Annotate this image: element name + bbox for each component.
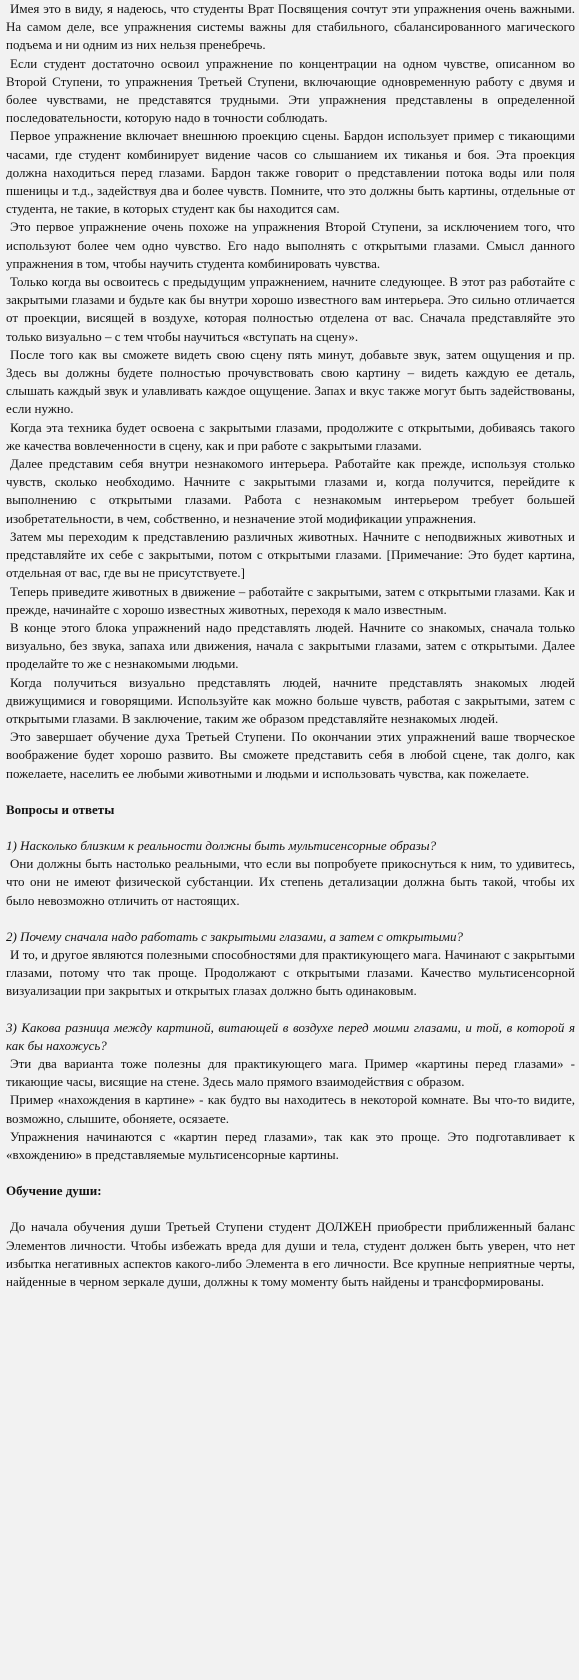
paragraph: Далее представим себя внутри незнакомого интерьера. Работайте как прежде, используя столько чувств, сколько необходимо. Начните с закрытыми глазами и, когда получится, перейдите к выполнению с открытыми глазами. Работа с незнакомым интерьером требует большей изобретательности, в чем, собственно, и незначение этой модификации упражнения. — [6, 456, 575, 526]
answer: Пример «нахождения в картине» - как будто вы находитесь в некоторой комнате. Вы что-то видите, возможно, слышите, обоняете, осязаете. — [6, 1092, 575, 1126]
paragraph: Имея это в виду, я надеюсь, что студенты Врат Посвящения сочтут эти упражнения очень важными. На самом деле, все упражнения системы важны для стабильного, сбалансированного магического подъема и ни одним из них нельзя пренебречь. — [6, 1, 575, 53]
question: 1) Насколько близким к реальности должны быть мультисенсорные образы? — [6, 837, 437, 853]
qa-heading: Вопросы и ответы — [6, 801, 115, 817]
qa-item-1 — [6, 837, 575, 910]
answer: Они должны быть настолько реальными, что если вы попробуете прикоснуться к ним, то удивитесь, что они не имеют физической субстанции. Их степень детализации должна быть такой, чтобы их было невозможно отличить от настоящих. — [6, 856, 575, 908]
paragraph: Это первое упражнение очень похоже на упражнения Второй Ступени, за исключением того, что используют более чем одно чувство. Его надо выполнять с открытыми глазами. Смысл данного упражнения в том, чтобы научить студента комбинировать чувства. — [6, 219, 575, 271]
paragraph: В конце этого блока упражнений надо представлять людей. Начните со знакомых, сначала только визуально, без звука, запаха или движения, начала с закрытыми глазами, затем с открытыми. Далее проделайте то же с незнакомыми людьми. — [6, 619, 575, 672]
answer: Эти два варианта тоже полезны для практикующего мага. Пример «картины перед глазами» - тикающие часы, висящие на стене. Здесь мало прямого взаимодействия с образом. — [6, 1055, 575, 1090]
section-spirit-training — [6, 0, 575, 783]
paragraph: Когда получиться визуально представлять людей, начните представлять знакомых людей движущимися и говорящими. Используйте как можно больше чувств, работая с закрытыми, затем с открытыми глазами. В заключение, таким же образом представляйте незнакомых людей. — [6, 674, 575, 726]
paragraph: Если студент достаточно освоил упражнение по концентрации на одном чувстве, описанном во Второй Ступени, то упражнения Третьей Ступени, включающие одновременную работу с двумя и более чувствами, не представятся трудными. Эти упражнения представлены в определенной последовательности, которую надо в точности соблюдать. — [6, 55, 575, 126]
soul-training-heading: Обучение души: — [6, 1183, 102, 1199]
spacer — [6, 783, 575, 801]
paragraph: Затем мы переходим к представлению различных животных. Начните с неподвижных животных и представляйте их себе с закрытыми, потом с открытыми глазами. [Примечание: Это будет картина, отдельная от вас, где вы не присутствуете.] — [6, 528, 575, 581]
paragraph: Только когда вы освоитесь с предыдущим упражнением, начните следующее. В этот раз работайте с закрытыми глазами и будьте как бы внутри хорошо известного вам интерьера. Это сильно отличается от проекции, висящей в воздухе, которая полностью отделена от вас. Сначала представляйте это только визуально – с тем чтобы научиться «вступать на сцену». — [6, 274, 575, 344]
paragraph: После того как вы сможете видеть свою сцену пять минут, добавьте звук, затем ощущения и пр. Здесь вы должны будете полностью прочувствовать свою картину – видеть каждую ее деталь, слышать каждый звук и улавливать каждое ощущение. Запах и вкус также могут быть задействованы, если нужно. — [6, 346, 575, 417]
paragraph: Первое упражнение включает внешнюю проекцию сцены. Бардон использует пример с тикающими часами, где студент комбинирует видение часов со слышанием их тиканья и боя. Эта проекция должна находиться перед глазами. Бардон также говорит о представлении потока воды или поля пшеницы и т.д., задействуя два и более чувств. Помните, что это должны быть картины, отдельные от студента, не такие, в которых студент как бы находится сам. — [6, 128, 575, 217]
spacer — [6, 910, 575, 928]
spacer — [6, 1200, 575, 1218]
paragraph: Теперь приведите животных в движение – работайте с закрытыми, затем с открытыми глазами. Как и прежде, начинайте с хорошо известных животных, переходя к мало известным. — [6, 583, 575, 617]
paragraph: До начала обучения души Третьей Ступени студент ДОЛЖЕН приобрести приближенный баланс Элементов личности. Чтобы избежать вреда для души и тела, студент должен быть уверен, что нет избытка негативных аспектов какого-либо Элемента в его личности. Все крупные неприятные черты, найденные в черном зеркале души, должны к тому моменту быть найдены и трансформированы. — [6, 1219, 575, 1289]
spacer — [6, 1164, 575, 1182]
answer: Упражнения начинаются с «картин перед глазами», так как это проще. Это подготавливает к «вхождению» в представляемые мультисенсорные картины. — [6, 1128, 575, 1162]
qa-item-2 — [6, 928, 575, 1001]
spacer — [6, 819, 575, 837]
section-soul-training — [6, 1218, 575, 1291]
paragraph: Это завершает обучение духа Третьей Ступени. По окончании этих упражнений ваше творческое воображение будет хорошо развито. Вы сможете представить себя в любой сцене, так долго, как пожелаете, населить ее любыми животными и людьми и использовать чувства, как пожелаете. — [6, 729, 575, 781]
qa-item-3 — [6, 1019, 575, 1165]
spacer — [6, 1001, 575, 1019]
paragraph: Когда эта техника будет освоена с закрытыми глазами, продолжите с открытыми, добиваясь такого же качества вовлеченности в сцену, как и при работе с закрытыми глазами. — [6, 419, 575, 453]
answer: И то, и другое являются полезными способностями для практикующего мага. Начинают с закрытыми глазами, потому что так проще. Продолжают с открытыми глазами. Качество мультисенсорной визуализации при закрытых и открытых глазах должно быть одинаковым. — [6, 946, 575, 999]
question: 3) Какова разница между картиной, витающей в воздухе перед моими глазами, и той, в которой я как бы нахожусь? — [6, 1019, 575, 1053]
question: 2) Почему сначала надо работать с закрытыми глазами, а затем с открытыми? — [6, 928, 463, 944]
